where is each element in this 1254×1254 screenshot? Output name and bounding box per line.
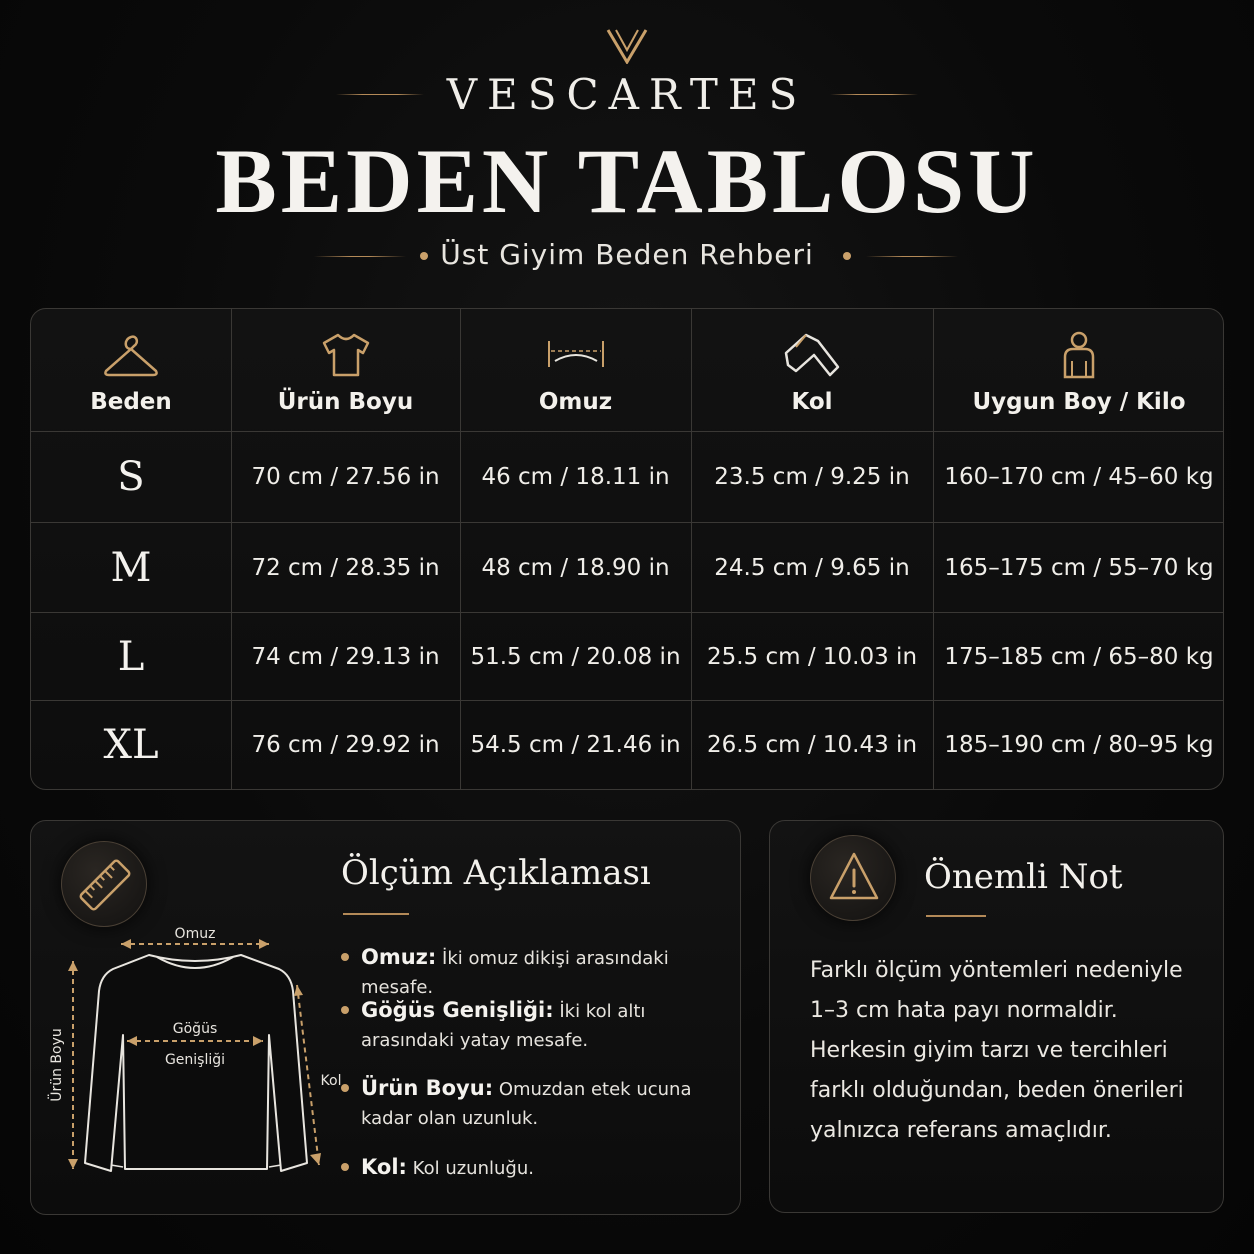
page-subtitle: Üst Giyim Beden Rehberi (440, 238, 814, 271)
size-table (30, 308, 1224, 790)
length-value: 70 cm / 27.56 in (251, 464, 440, 490)
header-cell-length (231, 309, 460, 431)
sleeve-label: Kol (320, 1073, 342, 1089)
bullet-dot (341, 953, 349, 961)
tshirt-icon (320, 331, 372, 379)
person-icon (1061, 331, 1097, 381)
important-note-card (769, 820, 1224, 1213)
header-label-shoulder: Omuz (538, 389, 613, 415)
measurement-guide-card (30, 820, 741, 1215)
hanger-icon (102, 331, 160, 381)
header-label-fit: Uygun Boy / Kilo (972, 389, 1186, 415)
legend-item-shoulder (361, 943, 731, 1002)
sleeve-value: 25.5 cm / 10.03 in (706, 643, 918, 670)
legend-item-sleeve (361, 1153, 731, 1183)
size-label: XL (103, 722, 159, 768)
ruler-icon (62, 842, 148, 928)
sleeve-value: 23.5 cm / 9.25 in (714, 464, 910, 490)
fit-value: 175–185 cm / 65–80 kg (944, 643, 1214, 670)
shoulder-value: 46 cm / 18.11 in (481, 464, 670, 490)
sweater-diagram (45, 917, 345, 1197)
header-label-sleeve: Kol (791, 389, 833, 415)
chest-label-line1: Göğüs (172, 1021, 218, 1037)
sleeve-icon (782, 331, 842, 379)
title-underline (343, 913, 409, 915)
subtitle-dot-right (843, 252, 851, 260)
subtitle-divider-right (866, 256, 958, 257)
length-value: 72 cm / 28.35 in (251, 554, 440, 581)
shoulder-value: 54.5 cm / 21.46 in (470, 732, 681, 758)
brand-name: VESCARTES (446, 70, 808, 119)
title-underline (926, 915, 986, 917)
bullet-dot (341, 1084, 349, 1092)
legend-term: Omuz: (361, 945, 437, 969)
header-label-size: Beden (90, 389, 172, 415)
warning-icon (811, 836, 897, 922)
measurement-title: Ölçüm Açıklaması (341, 853, 651, 893)
chest-label-line2: Genişliği (164, 1052, 226, 1068)
brand-logo-icon (606, 28, 648, 64)
ruler-badge (61, 841, 147, 927)
header-cell-shoulder (460, 309, 691, 431)
shoulder-measure-icon (545, 331, 607, 379)
legend-desc: İki omuz dikişi arasındaki mesafe. (361, 948, 669, 998)
size-label: M (110, 544, 152, 591)
header-cell-size (31, 309, 231, 431)
sleeve-value: 26.5 cm / 10.43 in (706, 732, 918, 758)
header-cell-sleeve (691, 309, 933, 431)
legend-item-length (361, 1074, 731, 1133)
legend-desc: İki kol altı arasındaki yatay mesafe. (361, 1001, 646, 1051)
size-label: L (117, 633, 145, 680)
note-text: Farklı ölçüm yöntemleri nedeniyle 1–3 cm hata payı normaldir. Herkesin giyim tarzı ve tercihleri farklı olduğundan, beden önerileri yalnızca referans amaçlıdır. (810, 958, 1184, 1143)
warning-badge (810, 835, 896, 921)
page-title: BEDEN TABLOSU (215, 130, 1039, 232)
fit-value: 185–190 cm / 80–95 kg (944, 732, 1214, 758)
bullet-dot (341, 1006, 349, 1014)
shoulder-value: 51.5 cm / 20.08 in (470, 643, 681, 670)
legend-item-chest (361, 996, 731, 1055)
length-label: Ürün Boyu (49, 1028, 65, 1102)
fit-value: 160–170 cm / 45–60 kg (944, 464, 1214, 490)
note-title: Önemli Not (924, 857, 1123, 897)
legend-term: Ürün Boyu: (361, 1076, 494, 1100)
sleeve-value: 24.5 cm / 9.65 in (714, 554, 910, 581)
legend-term: Göğüs Genişliği: (361, 998, 554, 1022)
shoulder-value: 48 cm / 18.90 in (481, 554, 670, 581)
legend-desc: Kol uzunluğu. (412, 1158, 534, 1179)
header-label-length: Ürün Boyu (277, 389, 414, 415)
size-label: S (117, 454, 145, 500)
legend-desc: Omuzdan etek ucuna kadar olan uzunluk. (361, 1079, 692, 1129)
fit-value: 165–175 cm / 55–70 kg (944, 554, 1214, 581)
header-cell-fit (933, 309, 1224, 431)
shoulder-label: Omuz (174, 926, 216, 942)
brand-divider-right (830, 94, 918, 95)
length-value: 74 cm / 29.13 in (251, 643, 440, 670)
bullet-dot (341, 1163, 349, 1171)
length-value: 76 cm / 29.92 in (251, 732, 440, 758)
legend-term: Kol: (361, 1155, 407, 1179)
